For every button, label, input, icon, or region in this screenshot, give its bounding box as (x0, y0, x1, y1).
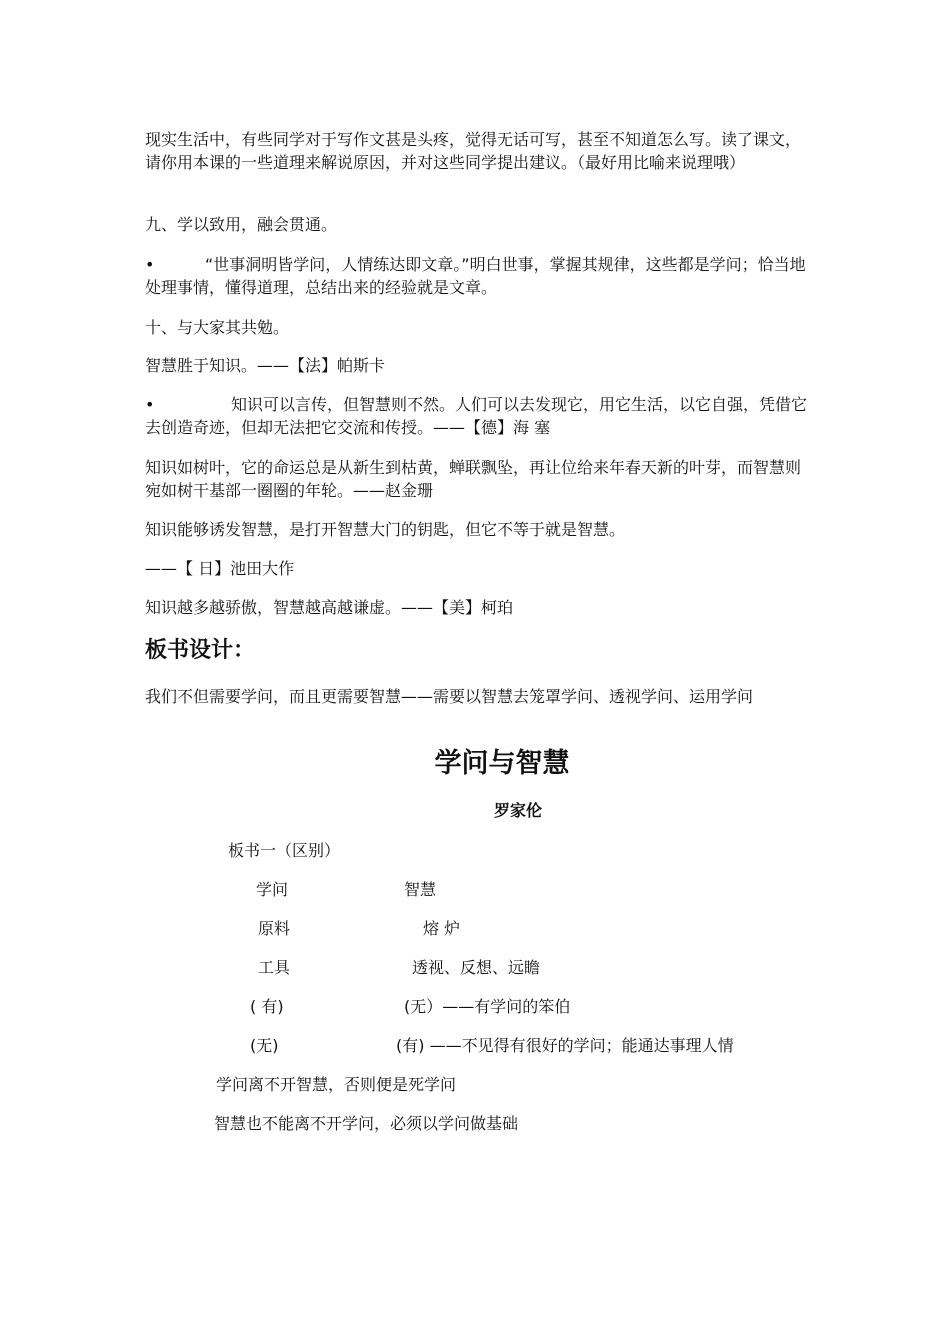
board-intro: 我们不但需要学问，而且更需要智慧——需要以智慧去笼罩学问、透视学问、运用学问 (145, 687, 754, 706)
board-row-left: ( 有) (250, 997, 284, 1016)
quote-zhao-jinshan: 知识如树叶，它的命运总是从新生到枯黄，蝉联飘坠，再让位给来年春天新的叶芽，而智慧则宛如树干基部一圈圈的年轮。——赵金珊 (145, 458, 802, 500)
board-conclusion-1: 学问离不开智慧，否则便是死学问 (216, 1075, 457, 1094)
quote-ikeda-attribution: ——【 日】池田大作 (145, 559, 295, 578)
board-row-right: 透视、反想、远瞻 (412, 958, 541, 977)
board-row-right: (有) ——不见得有很好的学问；能通达事理人情 (396, 1036, 734, 1055)
board-row-left: 学问 (256, 880, 289, 899)
quote-paragraph-shishi (145, 253, 810, 299)
paragraph-writing-question: 现实生活中，有些同学对于写作文甚是头疼，觉得无话可写，甚至不知道怎么写。读了课文，请你用本课的一些道理来解说原因，并对这些同学提出建议。（最好用比喻来说理哦） (145, 130, 802, 172)
board-conclusion-2: 智慧也不能离不开学问，必须以学问做基础 (214, 1114, 519, 1133)
bullet-marker: • (145, 255, 155, 274)
section-nine-heading: 九、学以致用，融会贯通。 (145, 215, 338, 234)
bullet-marker: • (145, 395, 155, 414)
board-row-left: 工具 (258, 958, 291, 977)
board-row-right: (无）——有学问的笨伯 (404, 997, 571, 1016)
quote-ikeda-text: 知识能够诱发智慧，是打开智慧大门的钥匙，但它不等于就是智慧。 (145, 520, 626, 539)
board-row-right: 智慧 (404, 880, 437, 899)
board-title: 学问与智慧 (434, 748, 570, 779)
board-row-left: 原料 (258, 919, 291, 938)
quote-cowper: 知识越多越骄傲，智慧越高越谦虚。——【美】柯珀 (145, 598, 514, 617)
quote-text-shishi: “世事洞明皆学问，人情练达即文章。”明白世事，掌握其规律，这些都是学问；恰当地处理事情，懂得道理，总结出来的经验就是文章。 (145, 255, 806, 297)
board-section-label: 板书一（区别） (228, 841, 341, 860)
quote-pascal: 智慧胜于知识。——【法】帕斯卡 (145, 356, 386, 375)
board-design-heading: 板书设计： (145, 638, 256, 663)
board-row-right: 熔 炉 (423, 919, 461, 938)
quote-paragraph-hesse (145, 393, 810, 439)
board-author: 罗家伦 (493, 801, 542, 820)
section-ten-heading: 十、与大家其共勉。 (145, 318, 290, 337)
board-row-left: (无) (250, 1036, 279, 1055)
quote-text-hesse: 知识可以言传，但智慧则不然。人们可以去发现它，用它生活，以它自强，凭借它去创造奇迹，但却无法把它交流和传授。——【德】海 塞 (145, 395, 808, 437)
